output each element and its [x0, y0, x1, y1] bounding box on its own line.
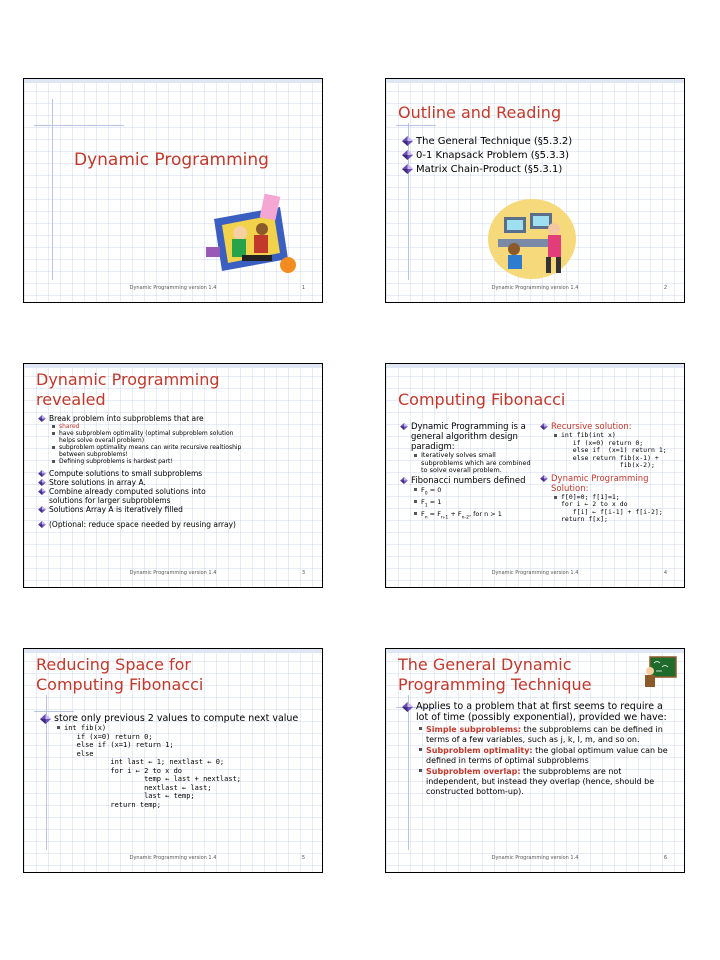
sub-bullet-list [416, 725, 676, 797]
diamond-bullet-icon [38, 488, 46, 495]
slide-title-line: Dynamic Programming [36, 370, 220, 389]
bullet-item: Combine already computed solutions into solutions for larger subproblems [38, 487, 239, 505]
slide-guide-line [34, 711, 74, 712]
formula-f0: $F_0 = 0$ [411, 486, 532, 498]
left-column [400, 422, 532, 522]
slide-body [38, 414, 314, 529]
slide-title [36, 370, 219, 410]
slide-body [402, 701, 676, 797]
bullet-item: (Optional: reduce space needed by reusing array) [38, 520, 249, 529]
slide-6 [385, 648, 685, 873]
bullet-item: Solutions Array A is iteratively filled [38, 505, 314, 514]
slide-title [398, 655, 591, 695]
slide-top-bar [386, 79, 684, 83]
slide-top-bar [24, 649, 322, 653]
slide-footer [24, 570, 322, 580]
slide-top-bar [24, 79, 322, 83]
slide-footer [386, 285, 684, 295]
bullet-item: Matrix Chain-Product (§5.3.1) [402, 163, 672, 177]
right-column [540, 422, 680, 524]
slide-title: Outline and Reading [398, 103, 562, 122]
slide-title-line: Computing Fibonacci [36, 675, 204, 694]
bullet-item: Store solutions in array A. [38, 478, 314, 487]
bullet-item: The General Technique (§5.3.2) [402, 135, 672, 149]
sub-bullet-item: Iteratively solves small subproblems which are combined to solve overall problem. [411, 452, 532, 475]
slide-top-bar [24, 364, 322, 368]
bullet-item: store only previous 2 values to compute next value [40, 713, 312, 724]
footer-text: Dynamic Programming version 1.4 [129, 570, 217, 576]
slide-2 [385, 78, 685, 303]
slide-footer [24, 285, 322, 295]
sub-bullet-item: Subproblem optimality: the global optimum value can be defined in terms of optimal subproblems [416, 746, 676, 766]
diamond-bullet-icon [400, 477, 408, 484]
page-number: 3 [301, 570, 305, 576]
diamond-bullet-icon [402, 136, 413, 146]
footer-text: Dynamic Programming version 1.4 [491, 285, 579, 291]
clipart-teacher-chalkboard-icon [642, 655, 678, 689]
diamond-bullet-icon [402, 150, 413, 160]
footer-text: Dynamic Programming version 1.4 [491, 570, 579, 576]
page-number: 1 [301, 285, 305, 291]
formula-fn: $F_n = F_{n-1} + F_{n-2}$, for n > 1 [411, 510, 532, 522]
clipart-computer-workers-icon [484, 189, 580, 281]
bullet-item: Dynamic Programming is a general algorithm design paradigm: [400, 422, 532, 452]
bullet-item: Compute solutions to small subproblems [38, 469, 314, 478]
diamond-bullet-icon [402, 164, 413, 174]
diamond-bullet-icon [38, 506, 46, 513]
slide-guide-line [34, 125, 124, 126]
slide-guide-line [396, 125, 436, 126]
bullet-item: Applies to a problem that at first seems to require a lot of time (possibly exponential), provided we have: [402, 701, 676, 723]
sub-bullet-item: Defining subproblems is hardest part! [49, 458, 314, 465]
fibonacci-definitions [411, 486, 532, 523]
slide-title-line: Programming Technique [398, 675, 592, 694]
diamond-bullet-icon [38, 479, 46, 486]
bullet-item: Dynamic Programming Solution: [540, 474, 680, 494]
bullet-item: Recursive solution: [540, 422, 680, 432]
bullet-item: Fibonacci numbers defined [400, 476, 532, 486]
page-number: 6 [663, 855, 667, 861]
diamond-bullet-icon [40, 714, 51, 724]
sub-bullet-item: Simple subproblems: the subproblems can be defined in terms of a few variables, such as j, k, l, m, and so on. [416, 725, 676, 745]
diamond-bullet-icon [38, 415, 46, 422]
slide-4 [385, 363, 685, 588]
slide-top-bar [386, 649, 684, 653]
sub-bullet-item: have subproblem optimality (optimal subproblem solution helps solve overall problem) [49, 430, 249, 444]
slide-title: Dynamic Programming [74, 150, 269, 170]
bullet-item: 0-1 Knapsack Problem (§5.3.3) [402, 149, 672, 163]
slide-title-line: The General Dynamic [398, 655, 572, 674]
clipart-musicians-icon [202, 189, 302, 279]
formula-f1: $F_1 = 1$ [411, 498, 532, 510]
footer-text: Dynamic Programming version 1.4 [129, 855, 217, 861]
footer-text: Dynamic Programming version 1.4 [129, 285, 217, 291]
sub-bullet-item: subproblem optimality means can write recursive realtioship between subproblems! [49, 444, 249, 458]
slide-footer [24, 855, 322, 865]
diamond-bullet-icon [540, 475, 548, 482]
code-block: int fib(x) if (x=0) return 0; else if (x=1) return 1; else int last ← 1; nextlast ← 0; for i ← 2 to x do temp ← last + nextlast; nextlast ← last; last ← temp; return temp; [54, 724, 312, 809]
diamond-bullet-icon [38, 521, 46, 528]
sub-bullet-item: Subproblem overlap: the subproblems are not independent, but instead they overlap (hence, should be constructed bottom-up). [416, 767, 676, 797]
slide-body [402, 135, 672, 177]
code-block: f[0]=0; f[1]=1; for i ← 2 to x do f[i] ← f[i-1] + f[i-2]; return f[x]; [551, 494, 680, 524]
slide-title-line: Reducing Space for [36, 655, 192, 674]
slide-top-bar [386, 364, 684, 368]
slide-footer [386, 855, 684, 865]
sub-bullet-list [38, 423, 314, 465]
slide-body [40, 713, 312, 809]
slide-footer [386, 570, 684, 580]
diamond-bullet-icon [38, 470, 46, 477]
slide-guide-line [52, 99, 53, 280]
diamond-bullet-icon [540, 423, 548, 430]
footer-text: Dynamic Programming version 1.4 [491, 855, 579, 861]
bullet-item: Break problem into subproblems that are [38, 414, 314, 423]
page-number: 4 [663, 570, 667, 576]
page-number: 5 [301, 855, 305, 861]
diamond-bullet-icon [400, 423, 408, 430]
page-number: 2 [663, 285, 667, 291]
slide-title [36, 655, 203, 695]
diamond-bullet-icon [402, 702, 413, 712]
code-block: int fib(int x) if (x=0) return 0; else if (x=1) return 1; else return fib(x-1) + fib(x-2); [551, 432, 680, 470]
slide-title: Computing Fibonacci [398, 390, 566, 409]
sub-bullet-item: shared [49, 423, 314, 430]
slide-5 [23, 648, 323, 873]
slide-title-line: revealed [36, 390, 106, 409]
slide-3 [23, 363, 323, 588]
slide-1 [23, 78, 323, 303]
